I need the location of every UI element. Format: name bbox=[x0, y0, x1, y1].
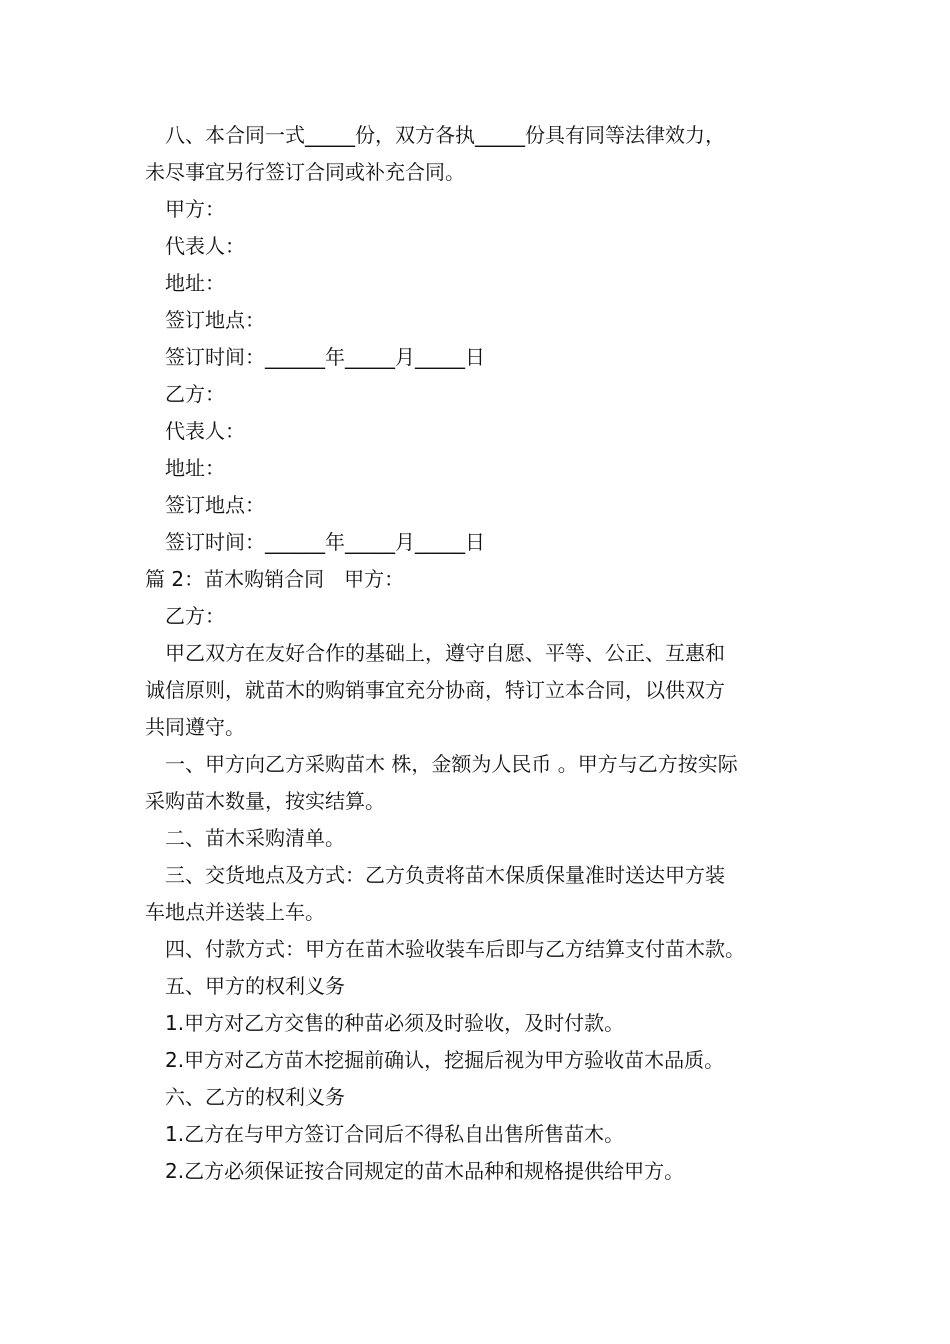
text-line: 共同遵守。 bbox=[145, 715, 245, 739]
text-line: 1.甲方对乙方交售的种苗必须及时验收，及时付款。 bbox=[165, 1011, 625, 1035]
text-line: 签订时间：______年_____月_____日 bbox=[165, 530, 485, 554]
text-line: 采购苗木数量，按实结算。 bbox=[145, 789, 385, 813]
text-line: 甲乙双方在友好合作的基础上，遵守自愿、平等、公正、互惠和 bbox=[165, 641, 725, 665]
text-line: 诚信原则，就苗木的购销事宜充分协商，特订立本合同，以供双方 bbox=[145, 678, 725, 702]
text-line: 签订地点： bbox=[165, 493, 265, 517]
text-line: 一、甲方向乙方采购苗木 株，金额为人民币 。甲方与乙方按实际 bbox=[165, 752, 738, 776]
text-line: 四、付款方式：甲方在苗木验收装车后即与乙方结算支付苗木款。 bbox=[165, 937, 745, 961]
text-line: 代表人： bbox=[165, 234, 245, 258]
text-line: 2.甲方对乙方苗木挖掘前确认，挖掘后视为甲方验收苗木品质。 bbox=[165, 1048, 725, 1072]
text-line: 签订时间：______年_____月_____日 bbox=[165, 345, 485, 369]
text-line: 乙方： bbox=[165, 604, 225, 628]
text-line: 1.乙方在与甲方签订合同后不得私自出售所售苗木。 bbox=[165, 1122, 625, 1146]
text-line: 地址： bbox=[165, 271, 225, 295]
text-line: 乙方： bbox=[165, 382, 225, 406]
section-heading: 篇 2：苗木购销合同 甲方： bbox=[145, 567, 405, 591]
text-line: 五、甲方的权利义务 bbox=[165, 974, 345, 998]
text-line: 八、本合同一式_____份，双方各执_____份具有同等法律效力， bbox=[165, 123, 725, 147]
text-line: 甲方： bbox=[165, 197, 225, 221]
text-line: 三、交货地点及方式：乙方负责将苗木保质保量准时送达甲方装 bbox=[165, 863, 725, 887]
text-line: 代表人： bbox=[165, 419, 245, 443]
text-line: 未尽事宜另行签订合同或补充合同。 bbox=[145, 160, 465, 184]
text-line: 签订地点： bbox=[165, 308, 265, 332]
text-line: 二、苗木采购清单。 bbox=[165, 826, 345, 850]
text-line: 车地点并送装上车。 bbox=[145, 900, 325, 924]
text-line: 地址： bbox=[165, 456, 225, 480]
text-line: 六、乙方的权利义务 bbox=[165, 1085, 345, 1109]
text-line: 2.乙方必须保证按合同规定的苗木品种和规格提供给甲方。 bbox=[165, 1159, 685, 1183]
document-body bbox=[145, 117, 810, 1190]
